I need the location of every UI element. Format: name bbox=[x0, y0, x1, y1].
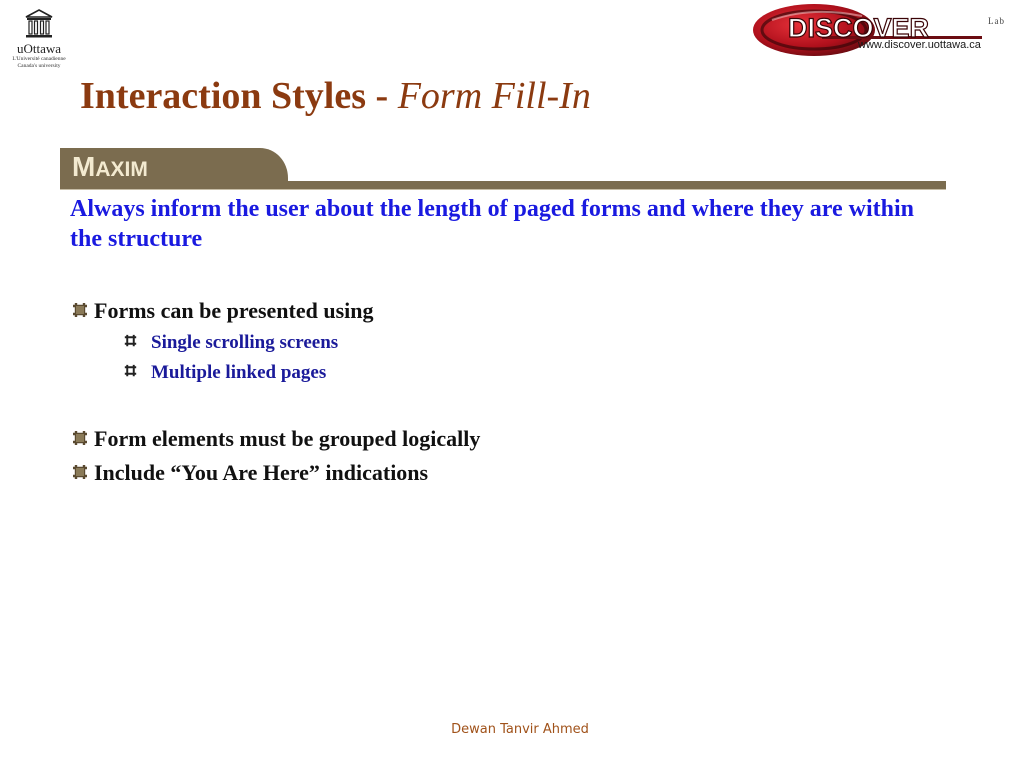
maxim-label-rest: AXIM bbox=[95, 158, 148, 181]
bullet-item bbox=[72, 426, 480, 454]
maxim-label-initial: M bbox=[72, 151, 96, 182]
sub-bullet-item bbox=[124, 332, 338, 355]
university-name: uOttawa bbox=[16, 41, 62, 56]
university-tagline-fr: L'Université canadienne bbox=[12, 56, 66, 62]
slide-title bbox=[80, 74, 591, 118]
sub-bullet-text: Single scrolling screens bbox=[151, 332, 339, 353]
title-main: Interaction Styles - bbox=[80, 75, 398, 117]
building-columns-icon bbox=[24, 8, 54, 40]
discover-wordmark: DISCOVER bbox=[788, 13, 930, 43]
bullet-item bbox=[72, 298, 374, 326]
maxim-label bbox=[72, 150, 148, 189]
lab-url: www.discover.uottawa.ca bbox=[858, 39, 981, 51]
bullet-text: Form elements must be grouped logically bbox=[94, 426, 481, 451]
footer-author: Dewan Tanvir Ahmed bbox=[451, 722, 589, 737]
hash-square-icon bbox=[72, 298, 88, 324]
sub-bullet-text: Multiple linked pages bbox=[151, 362, 327, 383]
hash-square-icon bbox=[124, 331, 137, 353]
bullet-text: Forms can be presented using bbox=[94, 298, 374, 323]
lab-tag: Lab bbox=[988, 16, 1005, 26]
bullet-item bbox=[72, 460, 428, 488]
hash-square-icon bbox=[72, 426, 88, 452]
discover-lab-logo bbox=[752, 2, 1012, 58]
bullet-text: Include “You Are Here” indications bbox=[94, 460, 429, 485]
university-tagline-en: Canada's university bbox=[17, 63, 61, 69]
uottawa-logo bbox=[6, 8, 72, 70]
hash-square-icon bbox=[124, 361, 137, 383]
maxim-divider bbox=[60, 181, 946, 189]
hash-square-icon bbox=[72, 460, 88, 486]
sub-bullet-item bbox=[124, 362, 326, 385]
title-italic: Form Fill-In bbox=[397, 75, 591, 117]
maxim-text: Always inform the user about the length of paged forms and where they are within the structure bbox=[70, 196, 914, 252]
